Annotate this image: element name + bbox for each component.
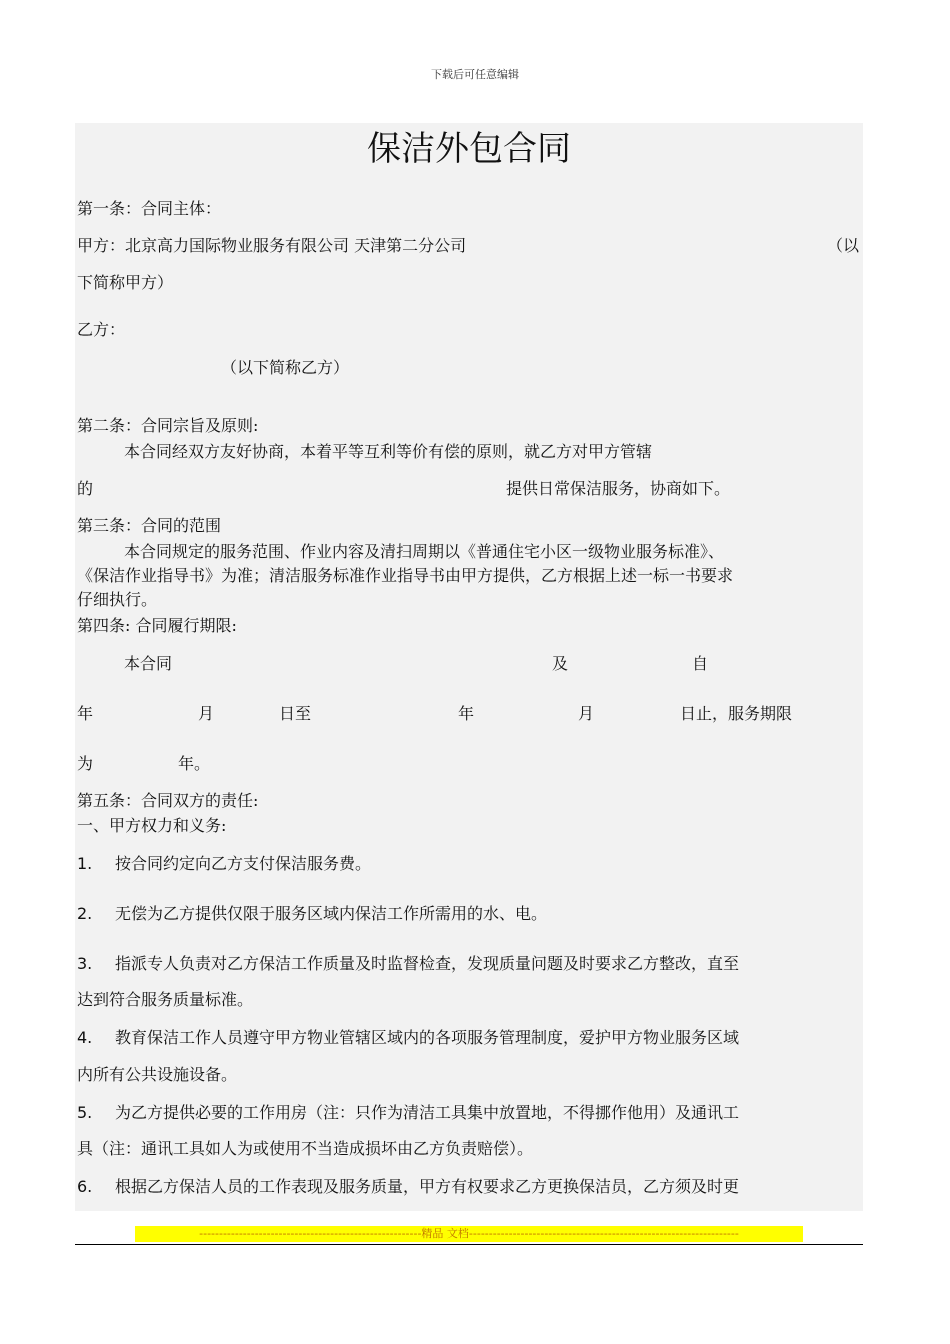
article-3-line-1: 本合同规定的服务范围、作业内容及清扫周期以《普通住宅小区一级物业服务标准》、 — [124, 542, 725, 561]
duty-item-3 — [77, 954, 739, 974]
duty-item-text: 无偿为乙方提供仅限于服务区域内保洁工作所需用的水、电。 — [115, 904, 548, 923]
article-3-line-3: 仔细执行。 — [77, 590, 158, 609]
duty-item-number: 5. — [77, 1103, 93, 1122]
header-note: 下载后可任意编辑 — [431, 68, 519, 81]
footer-label: 精品 文档 — [421, 1227, 469, 1240]
article-3-line-2: 《保洁作业指导书》为准；清洁服务标准作业指导书由甲方提供，乙方根据上述一标一书要求 — [77, 566, 734, 585]
term-duration-years: 年。 — [178, 754, 211, 773]
article-1-heading: 第一条：合同主体： — [77, 199, 222, 218]
term-from-label: 自 — [692, 654, 709, 673]
term-start-year: 年 — [77, 704, 94, 723]
duty-item-number: 1. — [77, 854, 93, 873]
duty-item-text: 根据乙方保洁人员的工作表现及服务质量，甲方有权要求乙方更换保洁员，乙方须及时更 — [115, 1177, 740, 1196]
duty-item-1 — [77, 854, 371, 874]
term-start-month: 月 — [198, 704, 215, 723]
article-5-heading: 第五条：合同双方的责任: — [77, 791, 259, 810]
footer-watermark-band — [135, 1226, 803, 1242]
duty-item-3-cont: 达到符合服务质量标准。 — [77, 990, 254, 1009]
party-a-abbr-end: 下简称甲方） — [77, 273, 174, 292]
duty-item-number: 6. — [77, 1177, 93, 1196]
article-2-line-2-end: 提供日常保洁服务，协商如下。 — [506, 479, 731, 498]
article-4-heading: 第四条: 合同履行期限: — [77, 616, 237, 635]
party-a-duties-heading: 一、甲方权力和义务: — [77, 816, 227, 835]
party-a-line: 甲方：北京高力国际物业服务有限公司 天津第二分公司 — [77, 236, 467, 255]
term-end-day: 日止，服务期限 — [680, 704, 793, 723]
term-duration-label: 为 — [77, 754, 94, 773]
duty-item-5-cont: 具（注：通讯工具如人为或使用不当造成损坏由乙方负责赔偿）。 — [77, 1139, 534, 1158]
article-2-line-1: 本合同经双方友好协商，本着平等互利等价有偿的原则，就乙方对甲方管辖 — [124, 442, 653, 461]
party-a-abbr-start: （以 — [827, 236, 860, 255]
duty-item-text: 指派专人负责对乙方保洁工作质量及时监督检查，发现质量问题及时要求乙方整改，直至 — [115, 954, 740, 973]
footer-rule — [75, 1244, 863, 1245]
duty-item-number: 4. — [77, 1028, 93, 1047]
duty-item-2 — [77, 904, 547, 924]
duty-item-number: 2. — [77, 904, 93, 923]
party-b-line: 乙方： — [77, 320, 126, 339]
term-contract-label: 本合同 — [124, 654, 173, 673]
duty-item-number: 3. — [77, 954, 93, 973]
document-page — [75, 123, 863, 1211]
duty-item-text: 按合同约定向乙方支付保洁服务费。 — [115, 854, 372, 873]
term-end-month: 月 — [578, 704, 595, 723]
article-3-heading: 第三条：合同的范围 — [77, 516, 222, 535]
duty-item-4-cont: 内所有公共设施设备。 — [77, 1065, 238, 1084]
article-2-line-2-start: 的 — [77, 479, 94, 498]
document-title: 保洁外包合同 — [367, 129, 571, 169]
duty-item-4 — [77, 1028, 739, 1048]
duty-item-text: 教育保洁工作人员遵守甲方物业管辖区域内的各项服务管理制度，爱护甲方物业服务区域 — [115, 1028, 740, 1047]
duty-item-6 — [77, 1177, 739, 1197]
article-2-heading: 第二条：合同宗旨及原则: — [77, 416, 259, 435]
term-start-day: 日至 — [279, 704, 312, 723]
footer-dashes-left: -------------------------------------------------------- — [199, 1227, 422, 1240]
footer-dashes-right: -------------------------------------------------------------------- — [468, 1227, 739, 1240]
term-end-year: 年 — [458, 704, 475, 723]
duty-item-5 — [77, 1103, 739, 1123]
term-and-label: 及 — [552, 654, 569, 673]
party-b-abbr: （以下简称乙方） — [221, 358, 350, 377]
duty-item-text: 为乙方提供必要的工作用房（注：只作为清洁工具集中放置地，不得挪作他用）及通讯工 — [115, 1103, 740, 1122]
